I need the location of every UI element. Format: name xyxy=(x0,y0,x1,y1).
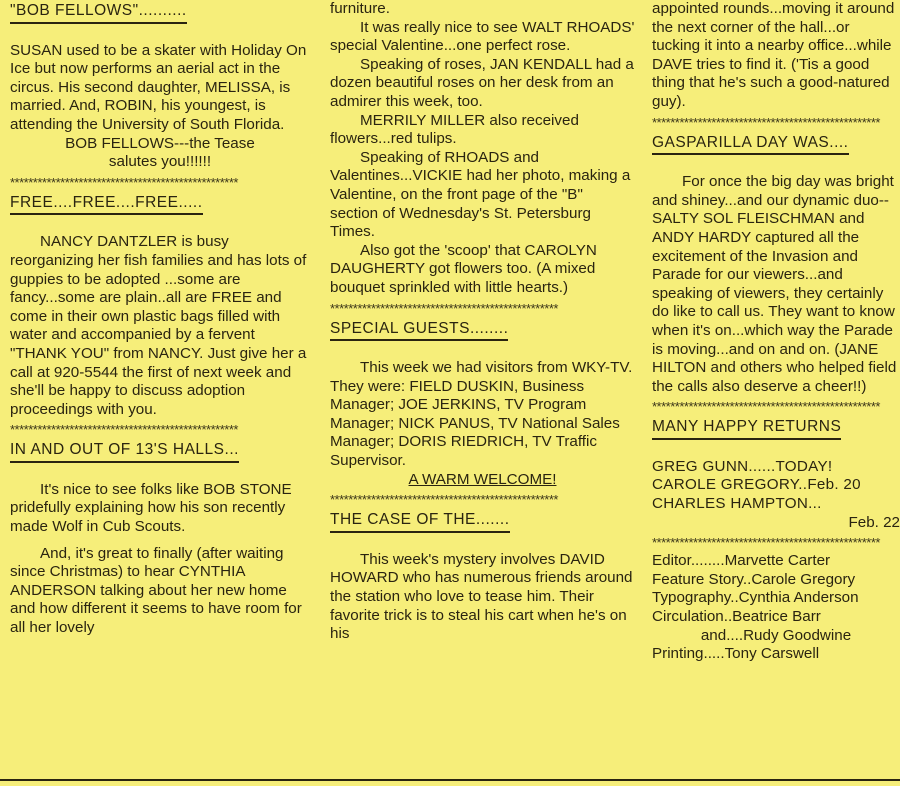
credit-line: Printing.....Tony Carswell xyxy=(652,645,820,663)
heading-gasparilla: GASPARILLA DAY WAS.... xyxy=(652,134,849,156)
paragraph: It was really nice to see WALT RHOADS' special Valentine...one perfect rose. xyxy=(330,18,635,55)
star-divider: ************************************************** xyxy=(652,536,880,549)
paragraph: BOB FELLOWS---the Tease xyxy=(65,134,255,152)
paragraph: MERRILY MILLER also received flowers...red tulips. xyxy=(330,111,579,148)
paragraph: furniture. xyxy=(330,0,390,17)
birthday-entry: CAROLE GREGORY..Feb. 20 xyxy=(652,476,861,494)
paragraph: SUSAN used to be a skater with Holiday On Ice but now performs an aerial act in the circus. His second daughter, MELISSA, is married. And, ROBIN, his youngest, is attending the University of South Florida. xyxy=(10,41,307,133)
paragraph: For once the big day was bright and shiney...and our dynamic duo--SALTY SOL FLEISCHMAN and ANDY HARDY captured all the excitement of the Invasion and Parade for our viewers...and speaking of viewers, they certainly do like to call us. They want to know when it's on...which way the Parade is moving...and on and on. (JANE HILTON and others who helped field the calls also deserve a cheer!!) xyxy=(652,173,897,395)
heading-happy-returns: MANY HAPPY RETURNS xyxy=(652,418,841,440)
paragraph: This week we had visitors from WKY-TV. They were: FIELD DUSKIN, Business Manager; JOE JERKINS, TV Program Manager; NICK PANUS, TV National Sales Manager; DORIS RIEDRICH, TV Traffic Supervisor. xyxy=(330,359,633,470)
credit-line: Typography..Cynthia Anderson xyxy=(652,589,859,607)
star-divider: ************************************************** xyxy=(330,493,558,506)
column-3 xyxy=(652,0,900,664)
paragraph: appointed rounds...moving it around the next corner of the hall...or tucking it into a nearby office...while DAVE tries to find it. ('Tis a good thing that he's such a good-natured guy). xyxy=(652,0,895,110)
column-1 xyxy=(10,0,310,638)
credit-line: Feature Story..Carole Gregory xyxy=(652,570,856,588)
bottom-rule xyxy=(0,779,900,781)
star-divider: ************************************************** xyxy=(330,301,558,314)
star-divider: ************************************************** xyxy=(652,400,880,413)
credit-line: and....Rudy Goodwine xyxy=(700,626,852,644)
paragraph: Speaking of roses, JAN KENDALL had a dozen beautiful roses on her desk from an admirer this week, too. xyxy=(330,55,634,110)
warm-welcome: A WARM WELCOME! xyxy=(408,470,557,488)
star-divider: ************************************************** xyxy=(10,423,238,436)
heading-special-guests: SPECIAL GUESTS........ xyxy=(330,320,508,342)
paragraph: And, it's great to finally (after waiting since Christmas) to hear CYNTHIA ANDERSON talking about her new home and how different it seems to have room for all her lovely xyxy=(10,544,302,637)
paragraph: Also got the 'scoop' that CAROLYN DAUGHERTY got flowers too. (A mixed bouquet sprinkled with little hearts.) xyxy=(330,241,597,296)
star-divider: ************************************************** xyxy=(652,115,880,128)
heading-case: THE CASE OF THE....... xyxy=(330,511,510,533)
column-2 xyxy=(330,0,635,644)
credit-line: Editor........Marvette Carter xyxy=(652,552,831,570)
paragraph: It's nice to see folks like BOB STONE pridefully explaining how his son recently made Wolf in Cub Scouts. xyxy=(10,480,292,536)
heading-halls: IN AND OUT OF 13'S HALLS... xyxy=(10,441,239,463)
heading-free: FREE....FREE....FREE..... xyxy=(10,194,203,216)
paragraph: Speaking of RHOADS and Valentines...VICKIE had her photo, making a Valentine, on the front page of the "B" section of Wednesday's St. Petersburg Times. xyxy=(330,148,631,241)
paragraph: NANCY DANTZLER is busy reorganizing her fish families and has lots of guppies to be adopted ...some are fancy...some are plain..all are FREE and come in their own plastic bags filled with water and accompanied by a fervent "THANK YOU" from NANCY. Just give her a call at 920-5544 the first of next week and she'll be happy to discuss adoption proceedings with you. xyxy=(10,233,307,418)
birthday-entry: CHARLES HAMPTON... xyxy=(652,495,822,513)
birthday-entry: GREG GUNN......TODAY! xyxy=(652,457,833,475)
paragraph: salutes you!!!!!! xyxy=(108,153,212,171)
heading-bob-fellows: "BOB FELLOWS".......... xyxy=(10,2,187,24)
star-divider: ************************************************** xyxy=(10,175,238,188)
paragraph: This week's mystery involves DAVID HOWARD who has numerous friends around the station who love to tease him. Their favorite trick is to steal his cart when he's on his xyxy=(330,550,633,643)
credit-line: Circulation..Beatrice Barr xyxy=(652,608,821,626)
birthday-entry: Feb. 22 xyxy=(848,513,900,531)
